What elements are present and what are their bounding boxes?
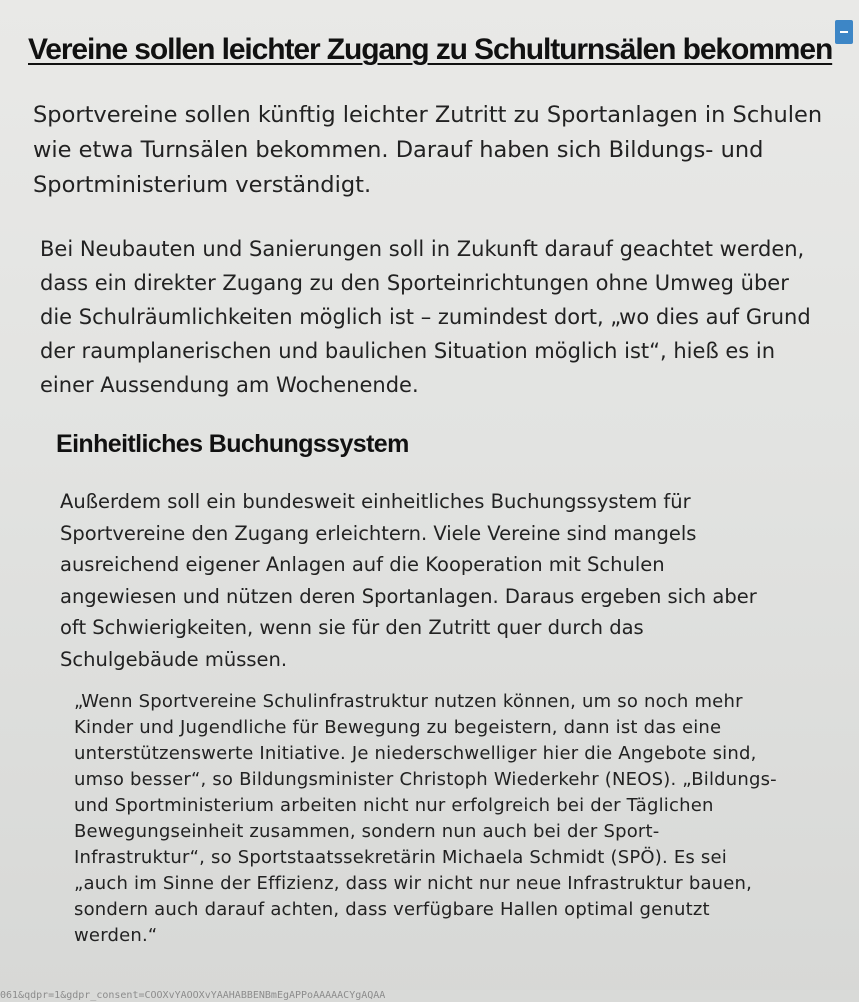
article-subheading: Einheitliches Buchungssystem	[56, 430, 409, 458]
status-bar-url: 061&qdpr=1&gdpr_consent=COOXvYAOOXvYAAHABBENBmEgAPPoAAAAACYgAQAA	[0, 990, 859, 1002]
article-paragraph-3: Außerdem soll ein bundesweit einheitliches Buchungssystem für Sportvereine den Zugang erleichtern. Viele Vereine sind mangels ausreichend eigener Anlagen auf die Kooperation mit Schulen angewiesen und nützen deren Sportanlagen. Daraus ergeben sich aber oft Schwierigkeiten, wenn sie für den Zutritt quer durch das Schulgebäude müssen.	[60, 490, 757, 671]
article-quote-paragraph: „Wenn Sportvereine Schulinfrastruktur nutzen können, um so noch mehr Kinder und Jugendliche für Bewegung zu begeistern, dann ist das eine unterstützenswerte Initiative. Je niederschwelliger hier die Angebote sind, umso besser“, so Bildungsminister Christoph Wiederkehr (NEOS). „Bildungs- und Sportministerium arbeiten nicht nur erfolgreich bei der Täglichen Bewegungseinheit zusammen, sondern nun auch bei der Sport-Infrastruktur“, so Sportstaatssekretärin Michaela Schmidt (SPÖ). Es sei „auch im Sinne der Effizienz, dass wir nicht nur neue Infrastruktur bauen, sondern auch darauf achten, dass verfügbare Hallen optimal genutzt werden.“	[74, 691, 777, 946]
collapse-button[interactable]	[835, 20, 853, 44]
article-paragraph-1: Sportvereine sollen künftig leichter Zutritt zu Sportanlagen in Schulen wie etwa Turnsälen bekommen. Darauf haben sich Bildungs- und Sportministerium verständigt.	[33, 102, 823, 198]
minus-icon	[840, 31, 848, 33]
article-title: Vereine sollen leichter Zugang zu Schulturnsälen bekommen	[28, 33, 833, 66]
article-paragraph-2: Bei Neubauten und Sanierungen soll in Zukunft darauf geachtet werden, dass ein direkter Zugang zu den Sporteinrichtungen ohne Umweg über die Schulräumlichkeiten möglich ist – zumindest dort, „wo dies auf Grund der raumplanerischen und baulichen Situation möglich ist“, hieß es in einer Aussendung am Wochenende.	[40, 237, 811, 397]
